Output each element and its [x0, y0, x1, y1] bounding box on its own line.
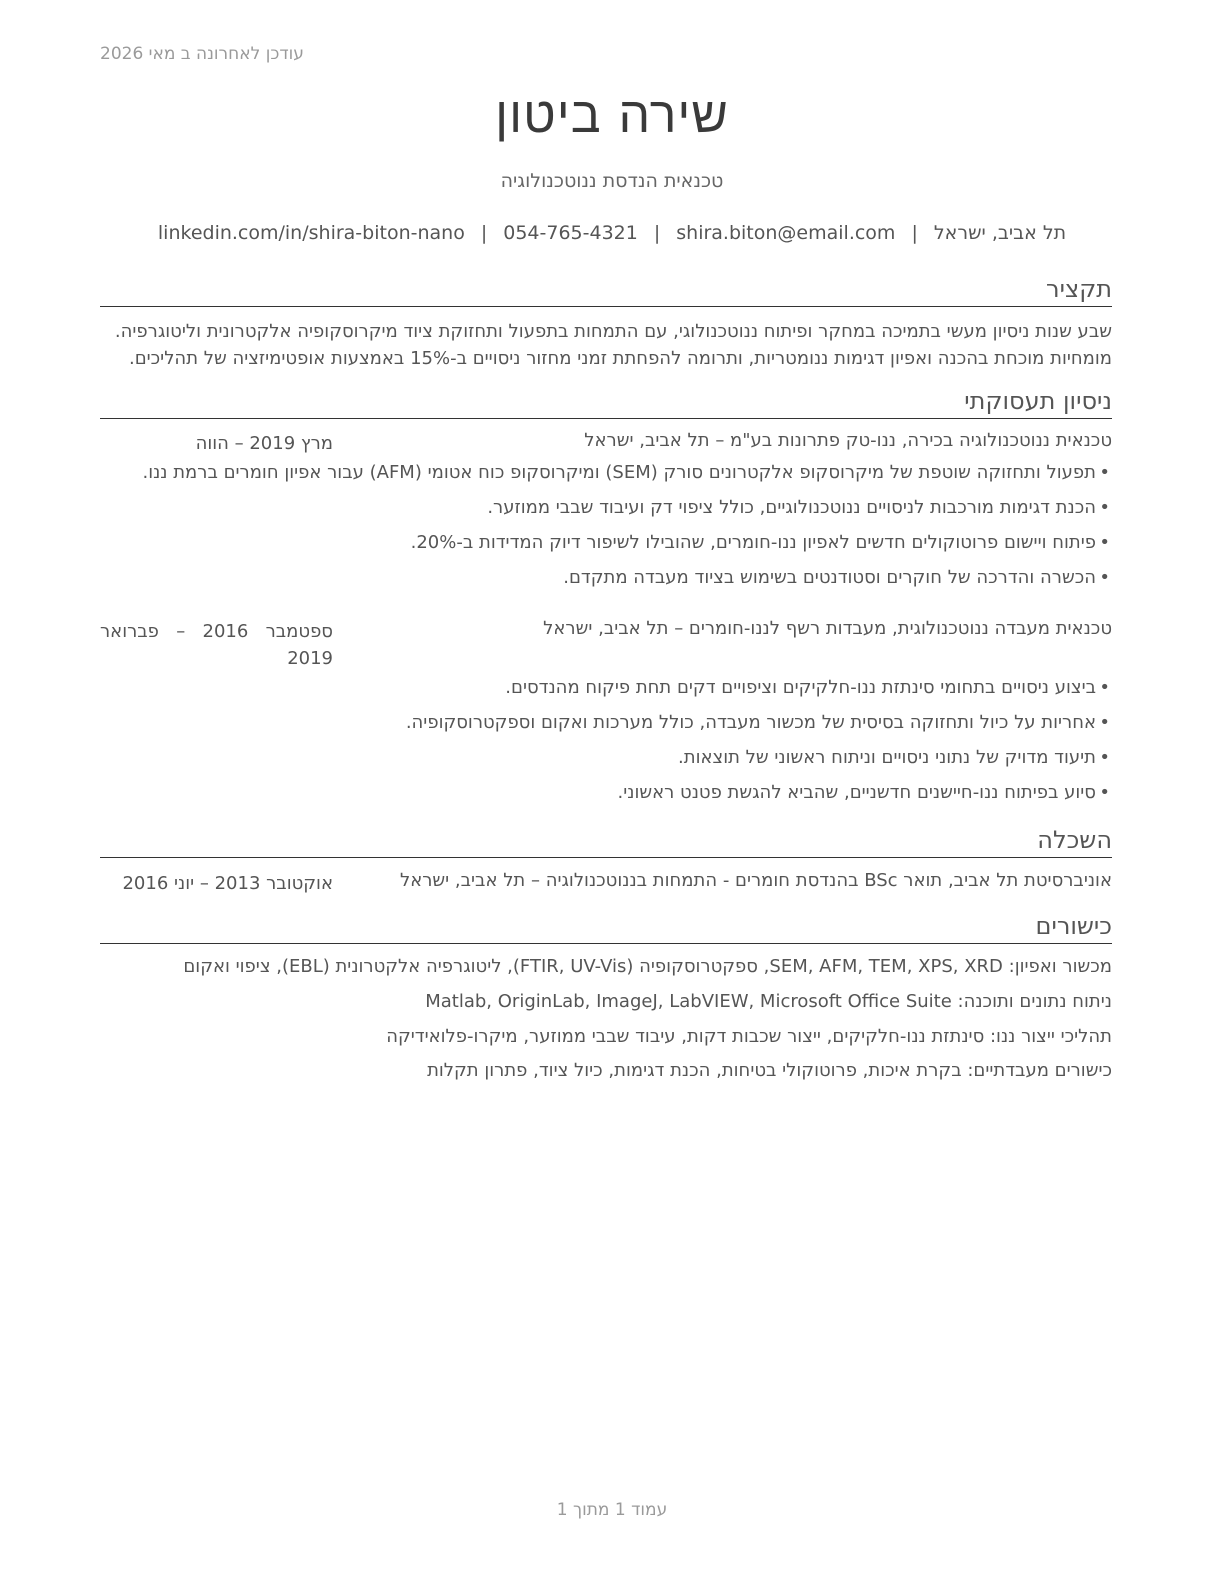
- bullet-icon: •: [1099, 747, 1110, 768]
- job-dates: מרץ 2019 – הווה: [195, 433, 333, 454]
- list-item: • תיעוד מדויק של נתוני ניסויים וניתוח ראשוני של תוצאות.: [100, 743, 1112, 778]
- page-number: עמוד 1 מתוך 1: [556, 1500, 668, 1520]
- contact-linkedin[interactable]: linkedin.com/in/shira-biton-nano: [157, 222, 465, 244]
- skills-line: מכשור ואפיון: SEM, AFM, TEM, XPS, XRD, ספקטרוסקופיה (FTIR, UV-Vis), ליטוגרפיה אלקטרונית (EBL), ציפוי ואקום: [183, 956, 1112, 977]
- bullet-icon: •: [1099, 567, 1110, 588]
- skills-line: תהליכי ייצור ננו: סינתזת ננו-חלקיקים, ייצור שכבות דקות, עיבוד שבבי ממוזער, מיקרו-פלואידיקה: [386, 1026, 1112, 1047]
- bullet-icon: •: [1099, 782, 1110, 803]
- list-item: • הכשרה והדרכה של חוקרים וסטודנטים בשימוש בציוד מעבדה מתקדם.: [100, 563, 1112, 598]
- list-item: • אחריות על כיול ותחזוקה בסיסית של מכשור מעבדה, כולל מערכות ואקום וספקטרוסקופיה.: [100, 708, 1112, 743]
- summary-text: שבע שנות ניסיון מעשי בתמיכה במחקר ופיתוח ננוטכנולוגי, עם התמחות בתפעול ותחזוקת ציוד מיקרוסקופיה אלקטרונית וליטוגרפיה. מומחיות מוכחת בהכנה ואפיון דגימות ננומטריות, ותרומה להפחתת זמני מחזור ניסויים ב-15% באמצעות אופטימיזציה של תהליכים.: [114, 321, 1112, 369]
- list-item: • סיוע בפיתוח ננו-חיישנים חדשניים, שהביא להגשת פטנט ראשוני.: [100, 778, 1112, 813]
- skills-line: ניתוח נתונים ותוכנה: Matlab, OriginLab, ImageJ, LabVIEW, Microsoft Office Suite: [425, 991, 1112, 1012]
- bullet-icon: •: [1099, 462, 1110, 483]
- candidate-title: טכנאית הנדסת ננוטכנולוגיה: [500, 170, 724, 192]
- job-dates: ספטמבר 2016 – פברואר 2019: [100, 621, 333, 669]
- contact-location: תל אביב, ישראל: [933, 222, 1067, 244]
- candidate-name: שירה ביטון: [495, 86, 729, 144]
- contact-phone[interactable]: 054-765-4321: [503, 222, 638, 244]
- contact-separator: |: [653, 222, 661, 244]
- list-item: • ביצוע ניסויים בתחומי סינתזת ננו-חלקיקים וציפויים דקים תחת פיקוח מהנדסים.: [100, 673, 1112, 708]
- contact-separator: |: [480, 222, 488, 244]
- summary-heading: תקציר: [100, 274, 1112, 307]
- list-item: • הכנת דגימות מורכבות לניסויים ננוטכנולוגיים, כולל ציפוי דק ועיבוד שבבי ממוזער.: [100, 493, 1112, 528]
- job-bullets: [100, 673, 1112, 813]
- last-updated-note: עודכן לאחרונה ב מאי 2026: [100, 44, 304, 64]
- education-dates: אוקטובר 2013 – יוני 2016: [122, 873, 333, 894]
- experience-heading: ניסיון תעסוקתי: [100, 386, 1112, 419]
- bullet-icon: •: [1099, 712, 1110, 733]
- job-bullets: [100, 458, 1112, 598]
- job-role: טכנאית מעבדה ננוטכנולוגית, מעבדות רשף לננו-חומרים – תל אביב, ישראל: [543, 618, 1112, 639]
- bullet-icon: •: [1099, 497, 1110, 518]
- education-institution: אוניברסיטת תל אביב, תואר BSc בהנדסת חומרים - התמחות בננוטכנולוגיה – תל אביב, ישראל: [399, 870, 1112, 891]
- list-item: • פיתוח ויישום פרוטוקולים חדשים לאפיון ננו-חומרים, שהובילו לשיפור דיוק המדידות ב-20%.: [100, 528, 1112, 563]
- education-heading: השכלה: [100, 825, 1112, 858]
- list-item: • תפעול ותחזוקה שוטפת של מיקרוסקופ אלקטרונים סורק (SEM) ומיקרוסקופ כוח אטומי (AFM) עבור אפיון חומרים ברמת ננו.: [100, 458, 1112, 493]
- contact-separator: |: [911, 222, 918, 244]
- skills-heading: כישורים: [100, 911, 1112, 944]
- skills-line: כישורים מעבדתיים: בקרת איכות, פרוטוקולי בטיחות, הכנת דגימות, כיול ציוד, פתרון תקלות: [427, 1060, 1112, 1081]
- contact-email[interactable]: shira.biton@email.com: [676, 222, 896, 244]
- bullet-icon: •: [1099, 532, 1110, 553]
- bullet-icon: •: [1099, 677, 1110, 698]
- job-role: טכנאית ננוטכנולוגיה בכירה, ננו-טק פתרונות בע"מ – תל אביב, ישראל: [584, 430, 1112, 451]
- contact-line: [0, 222, 1224, 244]
